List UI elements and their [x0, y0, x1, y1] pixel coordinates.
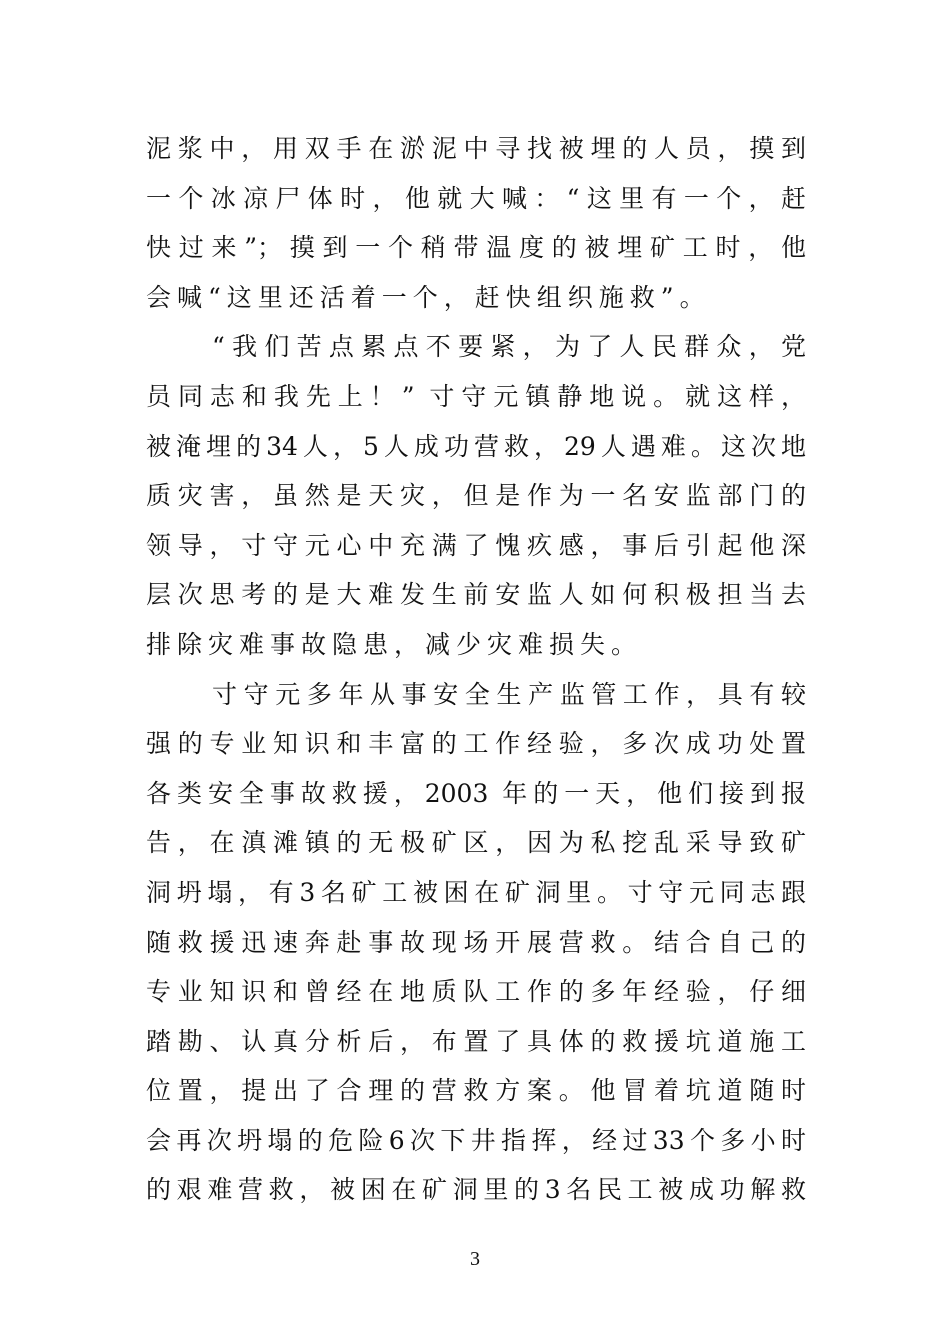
paragraph-3-line-7: 专业知识和曾经在地质队工作的多年经验，仔细	[146, 977, 806, 1007]
paragraph-3-line-11: 的艰难营救，被困在矿洞里的3名民工被成功解救	[146, 1175, 806, 1205]
paragraph-2-line-7: 排除灾难事故隐患，减少灾难损失。	[146, 629, 643, 659]
paragraph-3-line-4: 告，在滇滩镇的无极矿区，因为私挖乱采导致矿	[146, 828, 806, 858]
paragraph-3-line-2: 强的专业知识和丰富的工作经验，多次成功处置	[146, 729, 806, 759]
paragraph-2-line-1: “我们苦点累点不要紧，为了人民群众，党	[212, 332, 806, 362]
paragraph-2-line-3: 被淹埋的34人，5人成功营救，29人遇难。这次地	[146, 431, 806, 461]
paragraph-3-line-5: 洞坍塌，有3名矿工被困在矿洞里。寸守元同志跟	[146, 877, 806, 907]
page-number: 3	[470, 1248, 480, 1270]
paragraph-3-line-9: 位置，提出了合理的营救方案。他冒着坑道随时	[146, 1076, 806, 1106]
paragraph-2-line-6: 层次思考的是大难发生前安监人如何积极担当去	[146, 580, 806, 610]
paragraph-2-line-2: 员同志和我先上！” 寸守元镇静地说。就这样，	[146, 381, 806, 411]
paragraph-2-line-5: 领导，寸守元心中充满了愧疚感，事后引起他深	[146, 530, 806, 560]
paragraph-3-line-6: 随救援迅速奔赴事故现场开展营救。结合自己的	[146, 927, 806, 957]
paragraph-1-line-2: 一个冰凉尸体时，他就大喊：“这里有一个，赶	[146, 183, 806, 213]
paragraph-3-line-10: 会再次坍塌的危险6次下井指挥，经过33个多小时	[146, 1125, 806, 1155]
body-text	[146, 124, 806, 1215]
paragraph-1-line-4: 会喊“这里还活着一个，赶快组织施救”。	[146, 282, 711, 312]
paragraph-3-line-8: 踏勘、认真分析后，布置了具体的救援坑道施工	[146, 1026, 806, 1056]
paragraph-1-line-1: 泥浆中，用双手在淤泥中寻找被埋的人员，摸到	[146, 134, 806, 163]
paragraph-2-line-4: 质灾害，虽然是天灾，但是作为一名安监部门的	[146, 481, 806, 511]
paragraph-1-line-3: 快过来”；摸到一个稍带温度的被埋矿工时，他	[146, 233, 806, 263]
paragraph-3-line-3: 各类安全事故救援，2003 年的一天，他们接到报	[146, 778, 806, 808]
paragraph-3-line-1: 寸守元多年从事安全生产监管工作，具有较	[212, 679, 806, 709]
